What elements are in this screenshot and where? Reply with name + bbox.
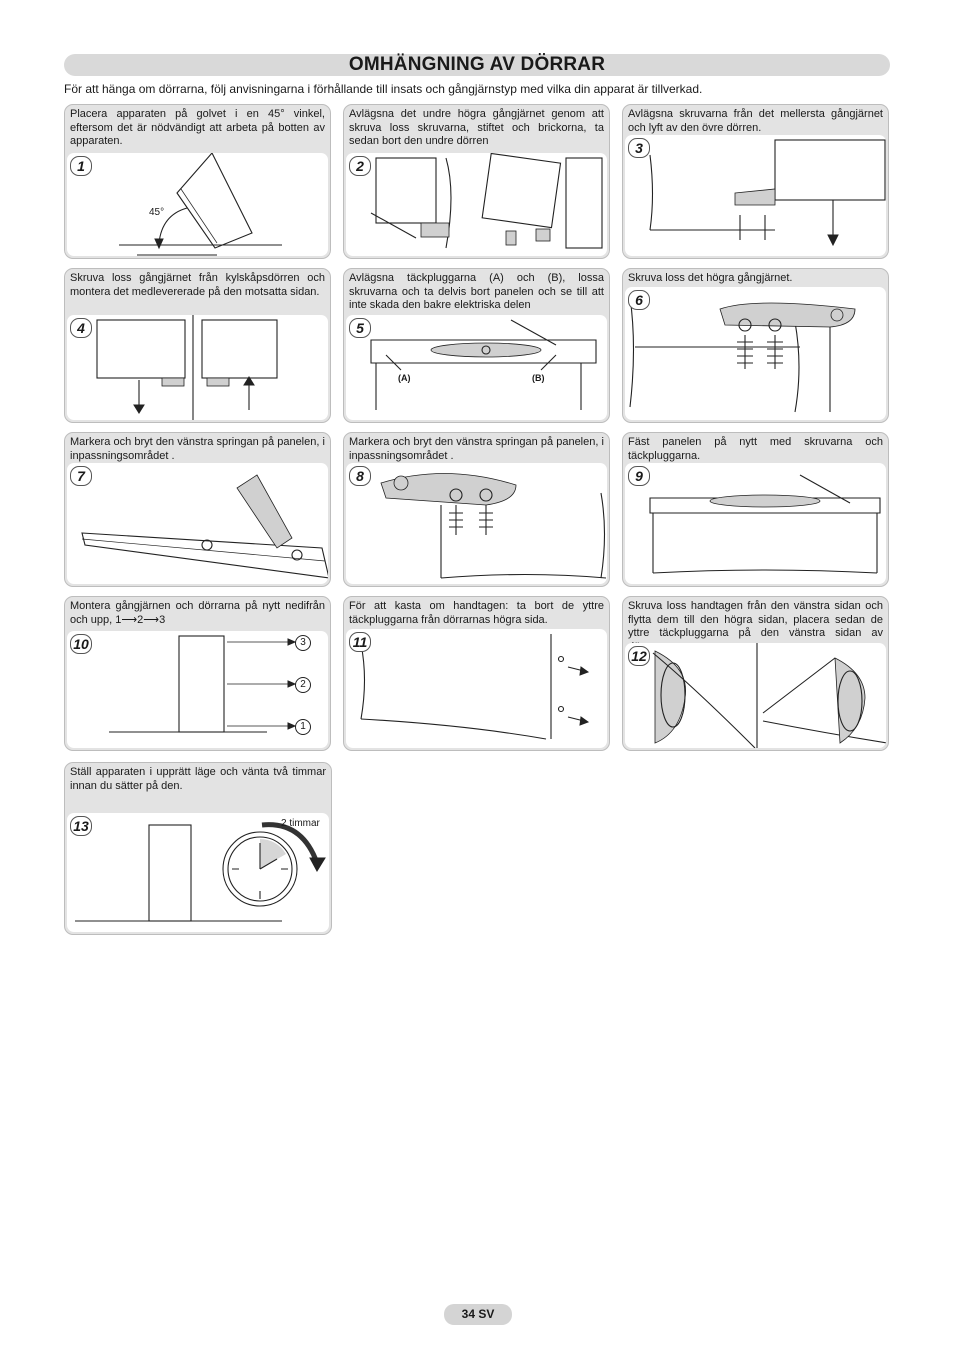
step-illustration bbox=[625, 643, 886, 748]
panel-cutting-drawing bbox=[67, 463, 328, 584]
step-number: 9 bbox=[628, 466, 650, 486]
step-illustration bbox=[625, 463, 886, 584]
step-1 bbox=[64, 104, 331, 259]
step-text: Markera och bryt den vänstra springan på panelen, i inpassningsområdet . bbox=[70, 436, 325, 462]
step-text: Markera och bryt den vänstra springan på panelen, i inpassningsområdet . bbox=[349, 436, 604, 462]
step-text: Placera apparaten på golvet i en 45° vinkel, eftersom det är nödvändigt att arbeta på botten av apparaten. bbox=[70, 108, 325, 147]
step-number: 6 bbox=[628, 290, 650, 310]
step-illustration bbox=[67, 153, 328, 256]
step-number: 13 bbox=[70, 816, 92, 836]
step-10 bbox=[64, 596, 331, 751]
step-7 bbox=[64, 432, 331, 587]
step-6 bbox=[622, 268, 889, 423]
panel-refit-drawing bbox=[625, 463, 886, 584]
upright-fridge-drawing bbox=[67, 631, 328, 748]
title-bar bbox=[64, 54, 890, 76]
page-title: OMHÄNGNING AV DÖRRAR bbox=[348, 54, 606, 75]
step-text: För att kasta om handtagen: ta bort de yttre täckpluggarna från dörrarnas högra sida. bbox=[349, 600, 604, 626]
step-text-main: Montera gångjärnen och dörrarna på nytt nedifrån och upp, bbox=[70, 600, 325, 626]
step-number: 12 bbox=[628, 646, 650, 666]
step-number: 11 bbox=[349, 632, 371, 652]
step-illustration bbox=[67, 315, 328, 420]
sequence-2: 2 bbox=[137, 613, 144, 626]
step-text: Ställ apparaten i upprätt läge och vänta två timmar innan du sätter på den. bbox=[70, 766, 326, 792]
angle-label: 45° bbox=[149, 207, 165, 218]
step-text bbox=[70, 600, 325, 627]
plug-b-label: (B) bbox=[532, 373, 545, 383]
step-number: 8 bbox=[349, 466, 371, 486]
step-11 bbox=[343, 596, 610, 751]
step-number: 3 bbox=[628, 138, 650, 158]
middle-hinge-removal-drawing bbox=[625, 135, 886, 256]
arrow-icon: ⟶ bbox=[143, 613, 160, 626]
step-illustration bbox=[625, 135, 886, 256]
lower-hinge-removal-drawing bbox=[346, 153, 607, 256]
step-3 bbox=[622, 104, 889, 259]
step-illustration bbox=[346, 629, 607, 748]
arrow-icon: ⟶ bbox=[121, 613, 138, 626]
clock-drawing bbox=[67, 813, 329, 932]
step-text: Avlägsna skruvarna från det mellersta gångjärnet och lyft av den övre dörren. bbox=[628, 108, 883, 134]
time-label: 2 timmar bbox=[281, 818, 320, 829]
step-number: 2 bbox=[349, 156, 371, 176]
step-number: 5 bbox=[349, 318, 371, 338]
step-number: 4 bbox=[70, 318, 92, 338]
door-plug-drawing bbox=[346, 629, 607, 748]
step-illustration bbox=[346, 463, 607, 584]
page-number: 34 SV bbox=[444, 1304, 512, 1325]
step-number: 10 bbox=[70, 634, 92, 654]
step-illustration bbox=[346, 153, 607, 256]
step-number: 7 bbox=[70, 466, 92, 486]
step-illustration bbox=[67, 631, 328, 748]
handle-swap-drawing bbox=[625, 643, 886, 748]
step-9 bbox=[622, 432, 889, 587]
step-12 bbox=[622, 596, 889, 751]
hinge-panel-drawing bbox=[346, 463, 607, 584]
door-hinge-swap-drawing bbox=[67, 315, 328, 420]
sequence-1: 1 bbox=[115, 613, 122, 626]
panel-plug-removal-drawing bbox=[346, 315, 607, 420]
marker-2: 2 bbox=[295, 677, 311, 693]
marker-3: 3 bbox=[295, 635, 311, 651]
step-text: Skruva loss handtagen från den vänstra sidan och flytta dem till den högra sidan, placera sedan de yttre täckpluggarna på den vänstra sidan av bbox=[628, 600, 883, 639]
step-2 bbox=[343, 104, 610, 259]
right-hinge-removal-drawing bbox=[625, 287, 886, 420]
step-text: Fäst panelen på nytt med skruvarna och täckpluggarna. bbox=[628, 436, 883, 462]
step-illustration bbox=[625, 287, 886, 420]
tilted-fridge-drawing bbox=[67, 153, 328, 256]
step-8 bbox=[343, 432, 610, 587]
step-text: Skruva loss gångjärnet från kylskåpsdörren och montera det medlevererade på den motsatta sidan. bbox=[70, 272, 325, 298]
step-illustration bbox=[346, 315, 607, 420]
step-text: Avlägsna det undre högra gångjärnet genom att skruva loss skruvarna, stiftet och brickorna, ta sedan bort den undre dörren bbox=[349, 108, 604, 147]
intro-text: För att hänga om dörrarna, följ anvisningarna i förhållande till insats och gångjärnstyp med vilka din apparat är tillverkad. bbox=[64, 82, 703, 96]
step-illustration bbox=[67, 463, 328, 584]
step-illustration bbox=[67, 813, 329, 932]
step-5 bbox=[343, 268, 610, 423]
step-number: 1 bbox=[70, 156, 92, 176]
marker-1: 1 bbox=[295, 719, 311, 735]
step-text: Avlägsna täckpluggarna (A) och (B), lossa skruvarna och ta delvis bort panelen och se till att inte skada den bakre elektriska delen bbox=[349, 272, 604, 311]
plug-a-label: (A) bbox=[398, 373, 411, 383]
sequence-3: 3 bbox=[159, 613, 166, 626]
step-13 bbox=[64, 762, 332, 935]
step-4 bbox=[64, 268, 331, 423]
step-text: Skruva loss det högra gångjärnet. bbox=[628, 272, 793, 284]
